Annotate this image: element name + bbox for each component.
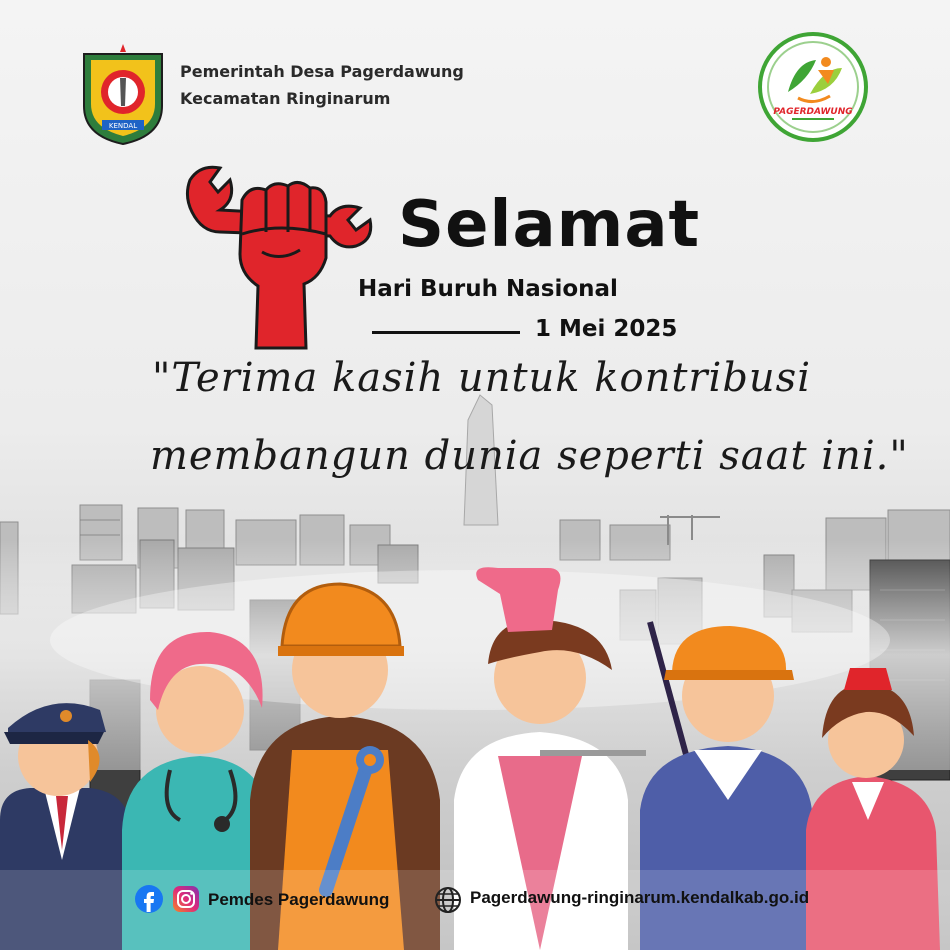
fist-wrench-icon (180, 162, 380, 352)
quote-line-1: "Terima kasih untuk kontribusi (152, 355, 812, 401)
badge-logo (758, 32, 868, 142)
date-divider (372, 331, 520, 334)
website-link[interactable]: Pagerdawung-ringinarum.kendalkab.go.id (470, 888, 810, 907)
instagram-icon[interactable] (172, 885, 200, 913)
globe-icon (434, 886, 462, 914)
header-line-2: Kecamatan Ringinarum (180, 89, 391, 108)
date: 1 Mei 2025 (535, 316, 678, 342)
badge-text: PAGERDAWUNG (773, 107, 853, 117)
social-handle[interactable]: Pemdes Pagerdawung (208, 890, 390, 909)
crest-logo (80, 44, 166, 146)
quote-line-2: membangun dunia seperti saat ini." (150, 433, 909, 479)
subtitle: Hari Buruh Nasional (358, 276, 618, 302)
header-line-1: Pemerintah Desa Pagerdawung (180, 62, 464, 81)
facebook-icon[interactable] (135, 885, 163, 913)
title: Selamat (398, 188, 701, 262)
crest-text: KENDAL (108, 122, 138, 130)
